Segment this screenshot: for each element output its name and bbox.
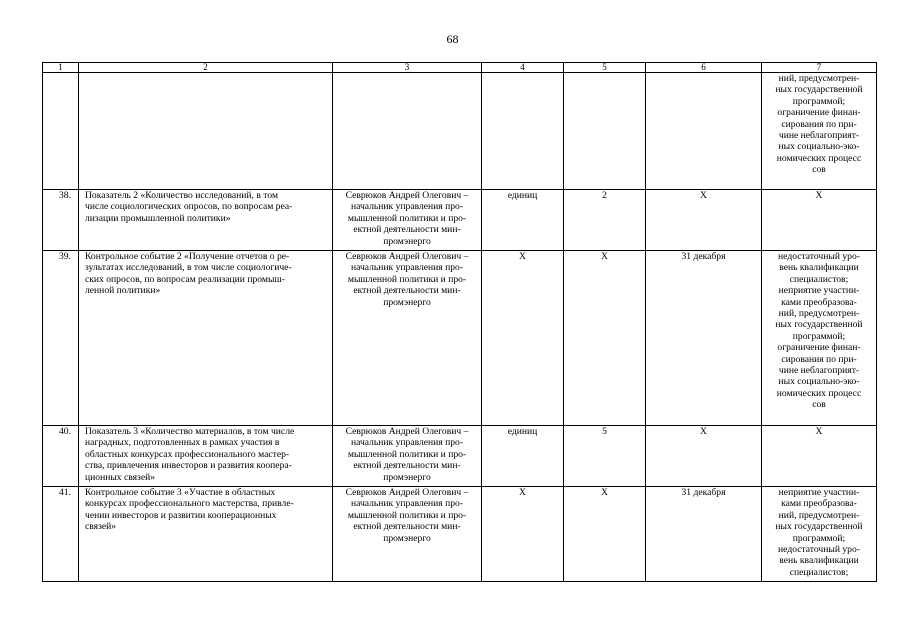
risks-line: сов <box>812 399 826 411</box>
name-line: Контрольное событие 2 «Получение отчетов о ре- <box>85 251 290 262</box>
risks-cell <box>762 487 877 582</box>
responsible-line: ектной деятельности мин- <box>353 521 461 533</box>
responsible-cell <box>333 73 482 190</box>
risks-line: специалистов; <box>789 566 849 578</box>
responsible-line: ектной деятельности мин- <box>353 460 461 472</box>
unit-cell: единиц <box>482 190 564 251</box>
value-cell <box>564 73 646 190</box>
responsible-line: Севрюков Андрей Олегович – <box>345 487 469 498</box>
name-line: чении инвесторов и развитии кооперационных <box>85 509 277 521</box>
responsible-cell <box>333 251 482 426</box>
col-header: 4 <box>482 63 564 73</box>
responsible-line: промэнерго <box>383 235 431 247</box>
date-cell: 31 декабря <box>646 487 762 582</box>
item-name-cell <box>79 190 333 251</box>
responsible-line: ектной деятельности мин- <box>353 285 461 297</box>
responsible-line: начальник управления про- <box>350 498 464 510</box>
risks-line: программой; <box>792 532 846 544</box>
responsible-line: начальник управления про- <box>350 437 464 449</box>
risks-line: ных государственной <box>775 84 863 96</box>
responsible-line: мышленной политики и про- <box>347 509 467 521</box>
value-cell: 2 <box>564 190 646 251</box>
name-line: областных конкурсах профессионального мастер- <box>85 448 290 460</box>
col-header: 6 <box>646 63 762 73</box>
responsible-line: мышленной политики и про- <box>347 273 467 285</box>
name-line: зультатах исследований, в том числе социологиче- <box>85 262 292 274</box>
responsible-cell <box>333 487 482 582</box>
item-name-cell <box>79 426 333 487</box>
name-line: Показатель 3 «Количество материалов, в том числе <box>85 426 295 437</box>
risks-line: чине неблагоприят- <box>778 130 860 142</box>
responsible-cell <box>333 190 482 251</box>
unit-cell: X <box>482 487 564 582</box>
risks-line: ками преобразова- <box>781 498 857 510</box>
risks-line: ных социально-эко- <box>778 376 860 388</box>
responsible-line: мышленной политики и про- <box>347 448 467 460</box>
name-line: наградных, подготовленных в рамках участия в <box>85 437 280 449</box>
row-number-cell: 39. <box>43 251 79 426</box>
name-line: связей» <box>85 521 117 533</box>
risks-line: ограничение финан- <box>777 342 861 354</box>
item-name-cell <box>79 251 333 426</box>
name-line: ства, привлечения инвесторов и развития коопера- <box>85 460 292 472</box>
risks-line: сов <box>812 164 826 176</box>
table-row <box>43 487 877 582</box>
table-row <box>43 73 877 190</box>
risks-line: X <box>815 426 823 437</box>
row-number-cell <box>43 73 79 190</box>
risks-line: недостаточный уро- <box>778 544 860 556</box>
risks-line: ограничение финан- <box>777 107 861 119</box>
risks-cell <box>762 190 877 251</box>
responsible-line: Севрюков Андрей Олегович – <box>345 190 469 201</box>
name-line: конкурсах профессионального мастерства, привле- <box>85 498 294 510</box>
value-cell: 5 <box>564 426 646 487</box>
risks-line: ний, предусмотрен- <box>778 308 860 320</box>
risks-line: ками преобразова- <box>781 296 857 308</box>
risks-line: номических процесс <box>776 387 862 399</box>
risks-line: специалистов; <box>789 273 849 285</box>
risks-cell <box>762 73 877 190</box>
value-cell: X <box>564 251 646 426</box>
page-number: 68 <box>446 32 459 46</box>
col-header: 2 <box>79 63 333 73</box>
name-line: ских опросов, по вопросам реализации промыш- <box>85 273 285 285</box>
date-cell: 31 декабря <box>646 251 762 426</box>
risks-line: ных государственной <box>775 521 863 533</box>
responsible-line: ектной деятельности мин- <box>353 224 461 236</box>
risks-line: недостаточный уро- <box>778 251 860 262</box>
date-cell: X <box>646 190 762 251</box>
risks-line: сирования по при- <box>781 353 857 365</box>
responsible-line: Севрюков Андрей Олегович – <box>345 426 469 437</box>
unit-cell <box>482 73 564 190</box>
risks-line: вень квалификации <box>779 262 859 274</box>
col-header: 1 <box>43 63 79 73</box>
name-line: ционных связей» <box>85 471 156 483</box>
risks-line: ных государственной <box>775 319 863 331</box>
table-row <box>43 426 877 487</box>
unit-cell: X <box>482 251 564 426</box>
responsible-line: Севрюков Андрей Олегович – <box>345 251 469 262</box>
row-number-cell: 40. <box>43 426 79 487</box>
responsible-line: мышленной политики и про- <box>347 212 467 224</box>
risks-line: неприятие участни- <box>778 487 860 498</box>
name-line: числе социологических опросов, по вопросам реа- <box>85 201 293 213</box>
value-cell: X <box>564 487 646 582</box>
name-line: лизации промышленной политики» <box>85 212 231 224</box>
responsible-line: промэнерго <box>383 532 431 544</box>
risks-line: ний, предусмотрен- <box>778 509 860 521</box>
col-header: 3 <box>333 63 482 73</box>
risks-line: чине неблагоприят- <box>778 365 860 377</box>
name-line: ленной политики» <box>85 285 161 297</box>
risks-line: ных социально-эко- <box>778 141 860 153</box>
row-number-cell: 38. <box>43 190 79 251</box>
date-cell <box>646 73 762 190</box>
plan-table <box>42 62 877 582</box>
risks-line: сирования по при- <box>781 118 857 130</box>
column-number-row <box>43 63 877 73</box>
responsible-line: начальник управления про- <box>350 201 464 213</box>
risks-line: программой; <box>792 95 846 107</box>
item-name-cell <box>79 487 333 582</box>
date-cell: X <box>646 426 762 487</box>
responsible-line: промэнерго <box>383 296 431 308</box>
table-row <box>43 251 877 426</box>
risks-line: неприятие участни- <box>778 285 860 297</box>
responsible-line: начальник управления про- <box>350 262 464 274</box>
responsible-cell <box>333 426 482 487</box>
risks-line: номических процесс <box>776 152 862 164</box>
col-header: 7 <box>762 63 877 73</box>
risks-cell <box>762 251 877 426</box>
risks-line: вень квалификации <box>779 555 859 567</box>
item-name-cell <box>79 73 333 190</box>
name-line: Показатель 2 «Количество исследований, в том <box>85 190 279 201</box>
risks-cell <box>762 426 877 487</box>
row-number-cell: 41. <box>43 487 79 582</box>
risks-line: X <box>815 190 823 201</box>
responsible-line: промэнерго <box>383 471 431 483</box>
risks-line: программой; <box>792 330 846 342</box>
name-line: Контрольное событие 3 «Участие в областных <box>85 487 276 498</box>
table-row <box>43 190 877 251</box>
unit-cell: единиц <box>482 426 564 487</box>
risks-line: ний, предусмотрен- <box>778 73 860 84</box>
col-header: 5 <box>564 63 646 73</box>
